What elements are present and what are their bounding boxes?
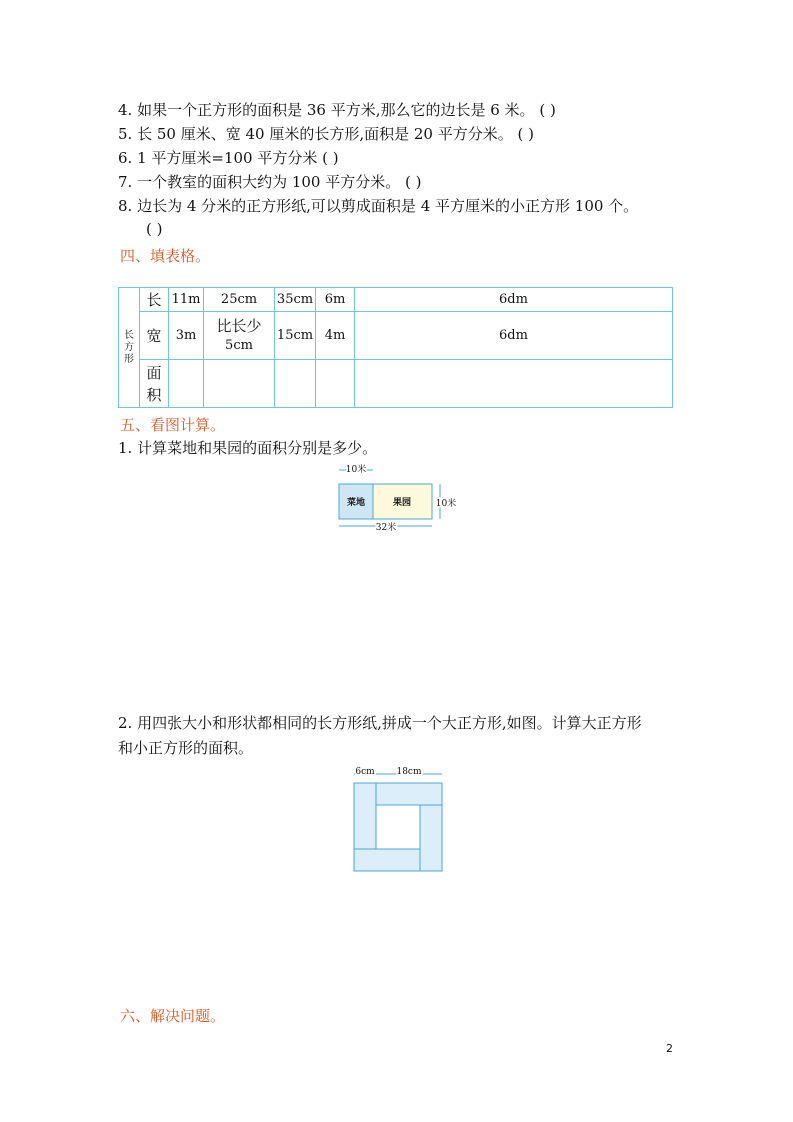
table-cell: 6m (316, 288, 355, 312)
table-cell: 11m (169, 288, 204, 312)
table-cell-empty[interactable] (316, 360, 355, 408)
left-dimension-label: 6cm (355, 767, 375, 777)
judge-q5: 5. 长 50 厘米、宽 40 厘米的长方形,面积是 20 平方分米。 ( ) (118, 125, 534, 143)
table-cell: 35cm (275, 288, 316, 312)
table-cell: 4m (316, 312, 355, 360)
table-cell: 3m (169, 312, 204, 360)
table-cell: 6dm (355, 288, 673, 312)
table-cell-empty[interactable] (355, 360, 673, 408)
side-dimension-label: 10米 (435, 499, 457, 509)
top-dimension-label: 10米 (345, 465, 367, 475)
rectangle-table (118, 287, 673, 408)
table-side-label: 长 方 形 (119, 288, 140, 408)
table-cell-empty[interactable] (169, 360, 204, 408)
table-cell: 15cm (275, 312, 316, 360)
section5-q1: 1. 计算菜地和果园的面积分别是多少。 (118, 439, 378, 457)
row-label-length: 长 (140, 288, 169, 312)
table-cell-compare: 比长少 5cm (204, 312, 275, 360)
section6-title: 六、解决问题。 (120, 1007, 226, 1025)
squares-figure (345, 760, 450, 875)
judge-q8-paren: ( ) (146, 220, 163, 238)
section4-title: 四、填表格。 (120, 247, 211, 265)
row-label-area: 面积 (140, 360, 169, 408)
section5-q2-line1: 2. 用四张大小和形状都相同的长方形纸,拼成一个大正方形,如图。计算大正方形 (118, 714, 642, 732)
right-dimension-label: 18cm (396, 767, 422, 777)
judge-q4: 4. 如果一个正方形的面积是 36 平方米,那么它的边长是 6 米。 ( ) (118, 101, 556, 119)
table-cell: 6dm (355, 312, 673, 360)
garden-figure (330, 462, 465, 534)
orchard-plot-label: 果园 (392, 498, 412, 508)
section5-title: 五、看图计算。 (120, 416, 226, 434)
table-cell: 25cm (204, 288, 275, 312)
table-cell-empty[interactable] (275, 360, 316, 408)
judge-q8: 8. 边长为 4 分米的正方形纸,可以剪成面积是 4 平方厘米的小正方形 100 个。 (118, 197, 639, 215)
row-label-width: 宽 (140, 312, 169, 360)
bottom-dimension-label: 32米 (375, 523, 397, 533)
table-cell-empty[interactable] (204, 360, 275, 408)
page-number: 2 (666, 1042, 673, 1055)
judge-q6: 6. 1 平方厘米=100 平方分米 ( ) (118, 149, 339, 167)
judge-q7: 7. 一个教室的面积大约为 100 平方分米。 ( ) (118, 173, 422, 191)
small-square (376, 805, 420, 849)
vegetable-plot-label: 菜地 (346, 498, 366, 508)
section5-q2-line2: 和小正方形的面积。 (118, 739, 254, 757)
